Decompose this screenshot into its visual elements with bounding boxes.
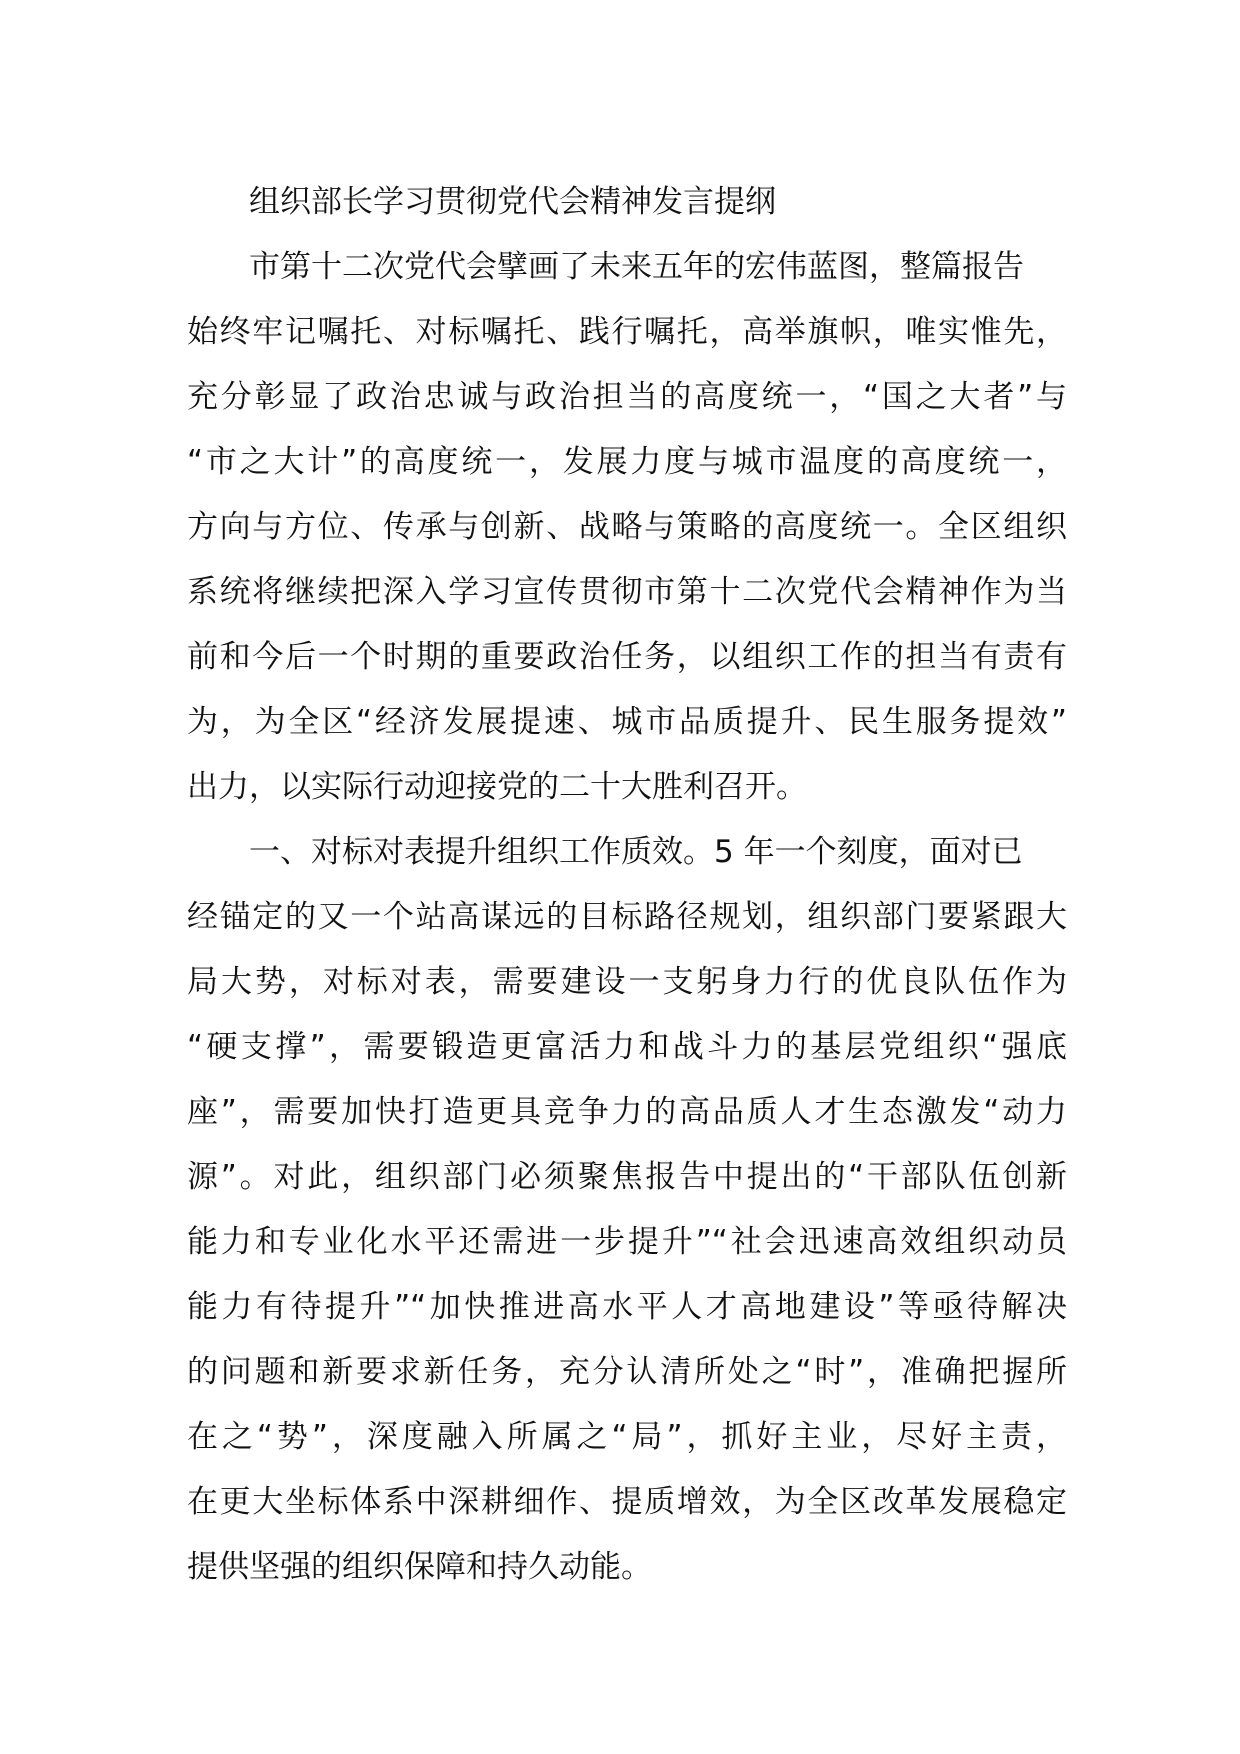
paragraph-line: 能力有待提升”“加快推进高水平人才高地建设”等亟待解决	[187, 1289, 1067, 1325]
paragraph-line: “市之大计”的高度统一，发展力度与城市温度的高度统一，	[187, 444, 1067, 480]
paragraph-1	[187, 235, 1067, 820]
paragraph-line: 局大势，对标对表，需要建设一支躬身力行的优良队伍作为	[187, 964, 1067, 1000]
document-body	[187, 170, 1067, 1600]
paragraph-line: 座”，需要加快打造更具竞争力的高品质人才生态激发“动力	[187, 1094, 1067, 1130]
paragraph-line: 市第十二次党代会擘画了未来五年的宏伟蓝图，整篇报告	[249, 249, 1024, 285]
paragraph-line: 经锚定的又一个站高谋远的目标路径规划，组织部门要紧跟大	[187, 899, 1067, 935]
paragraph-line: 一、对标对表提升组织工作质效。5 年一个刻度，面对已	[249, 834, 1023, 870]
paragraph-line: 出力，以实际行动迎接党的二十大胜利召开。	[187, 769, 807, 805]
paragraph-line: 前和今后一个时期的重要政治任务，以组织工作的担当有责有	[187, 639, 1067, 675]
paragraph-line: 在之“势”，深度融入所属之“局”，抓好主业，尽好主责，	[187, 1419, 1067, 1455]
document-title: 组织部长学习贯彻党代会精神发言提纲	[249, 184, 776, 220]
paragraph-line: 系统将继续把深入学习宣传贯彻市第十二次党代会精神作为当	[187, 574, 1067, 610]
paragraph-line: 始终牢记嘱托、对标嘱托、践行嘱托，高举旗帜，唯实惟先，	[187, 314, 1067, 350]
paragraph-line: 方向与方位、传承与创新、战略与策略的高度统一。全区组织	[187, 509, 1067, 545]
paragraph-line: “硬支撑”，需要锻造更富活力和战斗力的基层党组织“强底	[187, 1029, 1067, 1065]
paragraph-2	[187, 820, 1067, 1600]
paragraph-line: 能力和专业化水平还需进一步提升”“社会迅速高效组织动员	[187, 1224, 1067, 1260]
paragraph-line: 的问题和新要求新任务，充分认清所处之“时”，准确把握所	[187, 1354, 1067, 1390]
paragraph-line: 源”。对此，组织部门必须聚焦报告中提出的“干部队伍创新	[187, 1159, 1067, 1195]
paragraph-line: 提供坚强的组织保障和持久动能。	[187, 1549, 652, 1585]
paragraph-line: 在更大坐标体系中深耕细作、提质增效，为全区改革发展稳定	[187, 1484, 1067, 1520]
paragraph-line: 充分彰显了政治忠诚与政治担当的高度统一，“国之大者”与	[187, 379, 1067, 415]
paragraph-line: 为，为全区“经济发展提速、城市品质提升、民生服务提效”	[187, 704, 1067, 740]
